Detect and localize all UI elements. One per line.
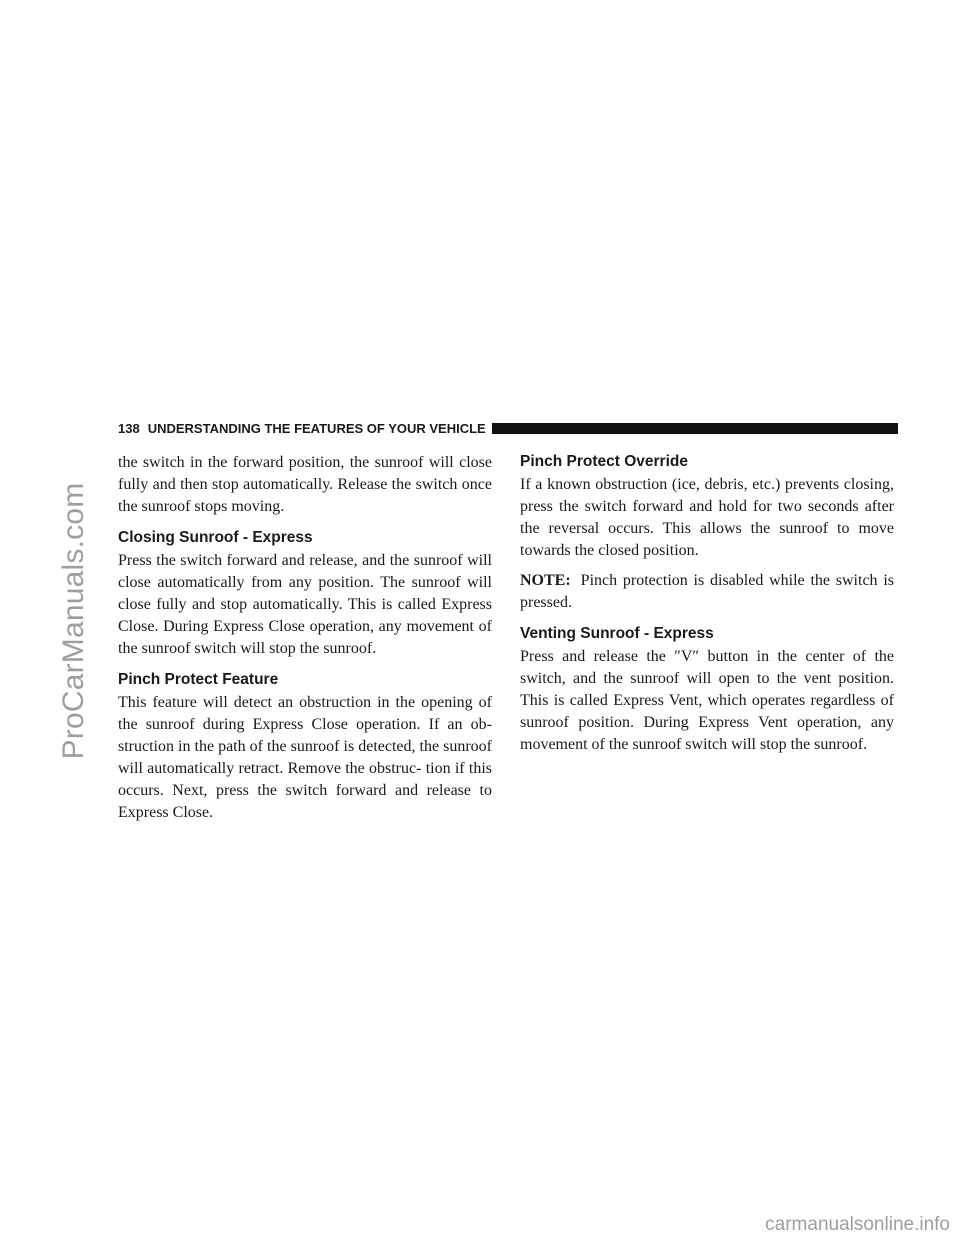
- left-column: [118, 452, 492, 832]
- note-paragraph: [520, 570, 894, 614]
- note-label: NOTE:: [520, 572, 571, 589]
- bottom-watermark: carmanualsonline.info: [765, 1214, 950, 1235]
- heading-closing-sunroof-express: Closing Sunroof - Express: [118, 529, 313, 546]
- pinch-protect-feature-paragraph: This feature will detect an obstruction in the opening of the sunroof during Express Close operation. If an ob- struction in the path of the sunroof is detected, the sunroof will automatically retract. Remove the obstruc- tion if this occurs. Next, press the switch forward and release to Express Close.: [118, 694, 492, 821]
- heading-pinch-protect-override: Pinch Protect Override: [520, 453, 688, 470]
- page-number: 138: [118, 420, 140, 436]
- heading-pinch-protect-feature: Pinch Protect Feature: [118, 671, 279, 688]
- chapter-title: UNDERSTANDING THE FEATURES OF YOUR VEHICLE: [147, 420, 486, 436]
- continuation-paragraph: the switch in the forward position, the sunroof will close fully and then stop automatically. Release the switch once the sunroof stops moving.: [118, 454, 492, 515]
- closing-sunroof-express-paragraph: Press the switch forward and release, and the sunroof will close automatically from any position. The sunroof will close fully and stop automatically. This is called Express Close. During Express Close operation, any movement of the sunroof switch will stop the sunroof.: [118, 552, 492, 657]
- page-header: [118, 418, 898, 438]
- side-watermark: ProCarManuals.com: [57, 482, 90, 760]
- right-column: [520, 452, 894, 764]
- header-rule-bar: [492, 423, 898, 434]
- venting-sunroof-express-paragraph: Press and release the ″V″ button in the center of the switch, and the sunroof will open to the vent position. This is called Express Vent, which operates regardless of sunroof position. During Express Vent operation, any movement of the sunroof switch will stop the sunroof.: [520, 648, 894, 753]
- heading-venting-sunroof-express: Venting Sunroof - Express: [520, 625, 714, 642]
- pinch-protect-override-paragraph: If a known obstruction (ice, debris, etc.) prevents closing, press the switch forward and hold for two seconds after the reversal occurs. This allows the sunroof to move towards the closed position.: [520, 476, 894, 559]
- note-text: Pinch protection is disabled while the switch is pressed.: [520, 572, 894, 611]
